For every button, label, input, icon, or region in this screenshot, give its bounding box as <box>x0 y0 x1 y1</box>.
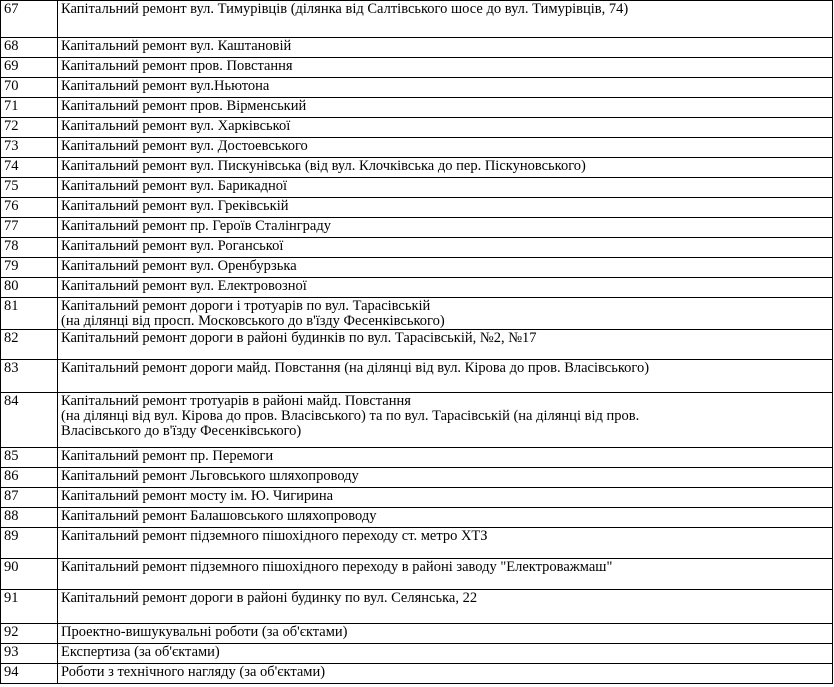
row-description: Капітальний ремонт вул. Барикадної <box>58 178 833 198</box>
row-description: Проектно-вишукувальні роботи (за об'єктами) <box>58 624 833 644</box>
table-row <box>1 360 833 393</box>
table-row <box>1 38 833 58</box>
table-row <box>1 238 833 258</box>
table-row <box>1 158 833 178</box>
row-number: 86 <box>1 468 58 488</box>
row-description: Капітальний ремонт пр. Перемоги <box>58 448 833 468</box>
row-description: Капітальний ремонт вул. Електровозної <box>58 278 833 298</box>
row-description: Капітальний ремонт тротуарів в районі майд. Повстання (на ділянці від вул. Кірова до пров. Власівського) та по вул. Тарасівській (на ділянці від пров. Власівського до в'їзду Фесенківського) <box>58 393 833 448</box>
works-table-body <box>1 1 833 684</box>
row-number: 93 <box>1 644 58 664</box>
row-number: 71 <box>1 98 58 118</box>
row-number: 68 <box>1 38 58 58</box>
table-row <box>1 278 833 298</box>
row-description: Капітальний ремонт пров. Повстання <box>58 58 833 78</box>
row-description: Капітальний ремонт вул.Ньютона <box>58 78 833 98</box>
row-number: 87 <box>1 488 58 508</box>
row-number: 81 <box>1 298 58 330</box>
row-number: 92 <box>1 624 58 644</box>
table-row <box>1 298 833 330</box>
row-number: 83 <box>1 360 58 393</box>
row-number: 84 <box>1 393 58 448</box>
table-row <box>1 1 833 38</box>
row-description: Капітальний ремонт пр. Героїв Сталінграду <box>58 218 833 238</box>
table-row <box>1 330 833 360</box>
table-row <box>1 178 833 198</box>
row-number: 78 <box>1 238 58 258</box>
table-row <box>1 138 833 158</box>
row-description: Капітальний ремонт вул. Харківської <box>58 118 833 138</box>
row-number: 73 <box>1 138 58 158</box>
table-row <box>1 624 833 644</box>
table-row <box>1 488 833 508</box>
row-number: 85 <box>1 448 58 468</box>
row-description: Капітальний ремонт дороги в районі будинків по вул. Тарасівській, №2, №17 <box>58 330 833 360</box>
row-description: Роботи з технічного нагляду (за об'єктами) <box>58 664 833 684</box>
table-row <box>1 198 833 218</box>
table-row <box>1 58 833 78</box>
row-number: 72 <box>1 118 58 138</box>
row-number: 90 <box>1 559 58 590</box>
row-description: Експертиза (за об'єктами) <box>58 644 833 664</box>
table-row <box>1 664 833 684</box>
row-description: Капітальний ремонт пров. Вірменський <box>58 98 833 118</box>
row-number: 67 <box>1 1 58 38</box>
table-row <box>1 218 833 238</box>
table-row <box>1 393 833 448</box>
table-row <box>1 590 833 624</box>
table-row <box>1 508 833 528</box>
row-description: Капітальний ремонт дороги і тротуарів по вул. Тарасівській (на ділянці від просп. Московського до в'їзду Фесенківського) <box>58 298 833 330</box>
row-description: Капітальний ремонт вул. Достоевського <box>58 138 833 158</box>
row-description: Капітальний ремонт вул. Тимурівців (ділянка від Салтівського шосе до вул. Тимурівців, 74) <box>58 1 833 38</box>
table-row <box>1 98 833 118</box>
table-row <box>1 644 833 664</box>
row-description: Капітальний ремонт вул. Греківській <box>58 198 833 218</box>
row-description: Капітальний ремонт підземного пішохідного переходу в районі заводу "Електроважмаш" <box>58 559 833 590</box>
row-number: 79 <box>1 258 58 278</box>
table-row <box>1 78 833 98</box>
row-description: Капітальний ремонт мосту ім. Ю. Чигирина <box>58 488 833 508</box>
row-description: Капітальний ремонт Льговського шляхопроводу <box>58 468 833 488</box>
row-number: 76 <box>1 198 58 218</box>
row-number: 69 <box>1 58 58 78</box>
row-number: 75 <box>1 178 58 198</box>
row-description: Капітальний ремонт підземного пішохідного переходу ст. метро ХТЗ <box>58 528 833 559</box>
row-description: Капітальний ремонт вул. Пискунівська (від вул. Клочківська до пер. Піскуновського) <box>58 158 833 178</box>
row-number: 70 <box>1 78 58 98</box>
row-description: Капітальний ремонт вул. Оренбурзька <box>58 258 833 278</box>
row-number: 89 <box>1 528 58 559</box>
row-description: Капітальний ремонт дороги в районі будинку по вул. Селянська, 22 <box>58 590 833 624</box>
table-row <box>1 118 833 138</box>
row-number: 88 <box>1 508 58 528</box>
row-description: Капітальний ремонт вул. Каштановій <box>58 38 833 58</box>
row-number: 94 <box>1 664 58 684</box>
row-number: 80 <box>1 278 58 298</box>
table-row <box>1 258 833 278</box>
row-number: 74 <box>1 158 58 178</box>
row-description: Капітальний ремонт дороги майд. Повстання (на ділянці від вул. Кірова до пров. Власівського) <box>58 360 833 393</box>
table-row <box>1 468 833 488</box>
row-number: 77 <box>1 218 58 238</box>
row-description: Капітальний ремонт вул. Роганської <box>58 238 833 258</box>
table-row <box>1 528 833 559</box>
table-row <box>1 448 833 468</box>
row-number: 82 <box>1 330 58 360</box>
row-description: Капітальний ремонт Балашовського шляхопроводу <box>58 508 833 528</box>
table-row <box>1 559 833 590</box>
row-number: 91 <box>1 590 58 624</box>
